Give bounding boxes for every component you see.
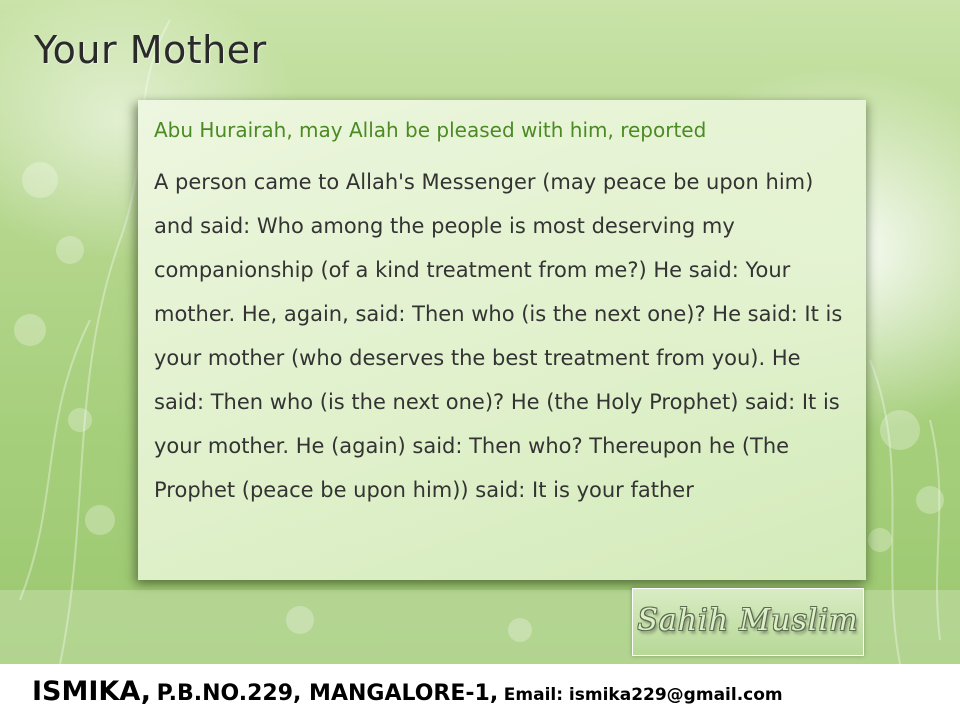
reporter-line: Abu Hurairah, may Allah be pleased with him, reported [154,118,707,142]
footer-address: P.B.NO.229, MANGALORE-1, [156,681,499,706]
footer-email: Email: ismika229@gmail.com [503,685,783,705]
hadith-text: A person came to Allah's Messenger (may peace be upon him) and said: Who among the people is most deserving my companionship (of a kind treatment from me?) He said: Your mother. He, again, said: Then who (is the next one)? He said: It is your mother (who deserves the best treatment from you). He said: Then who (is the next one)? He (the Holy Prophet) said: It is your mother. He (again) said: Then who? Thereupon he (The Prophet (peace be upon him)) said: It is your father [154,170,843,502]
source-label: Sahih Muslim [637,603,859,638]
footer-organization: ISMIKA, [32,676,151,707]
source-badge [632,588,864,656]
footer [0,664,960,720]
slide-title: Your Mother [34,28,267,72]
hadith-card [138,100,866,580]
footer-contact-line [32,676,783,707]
